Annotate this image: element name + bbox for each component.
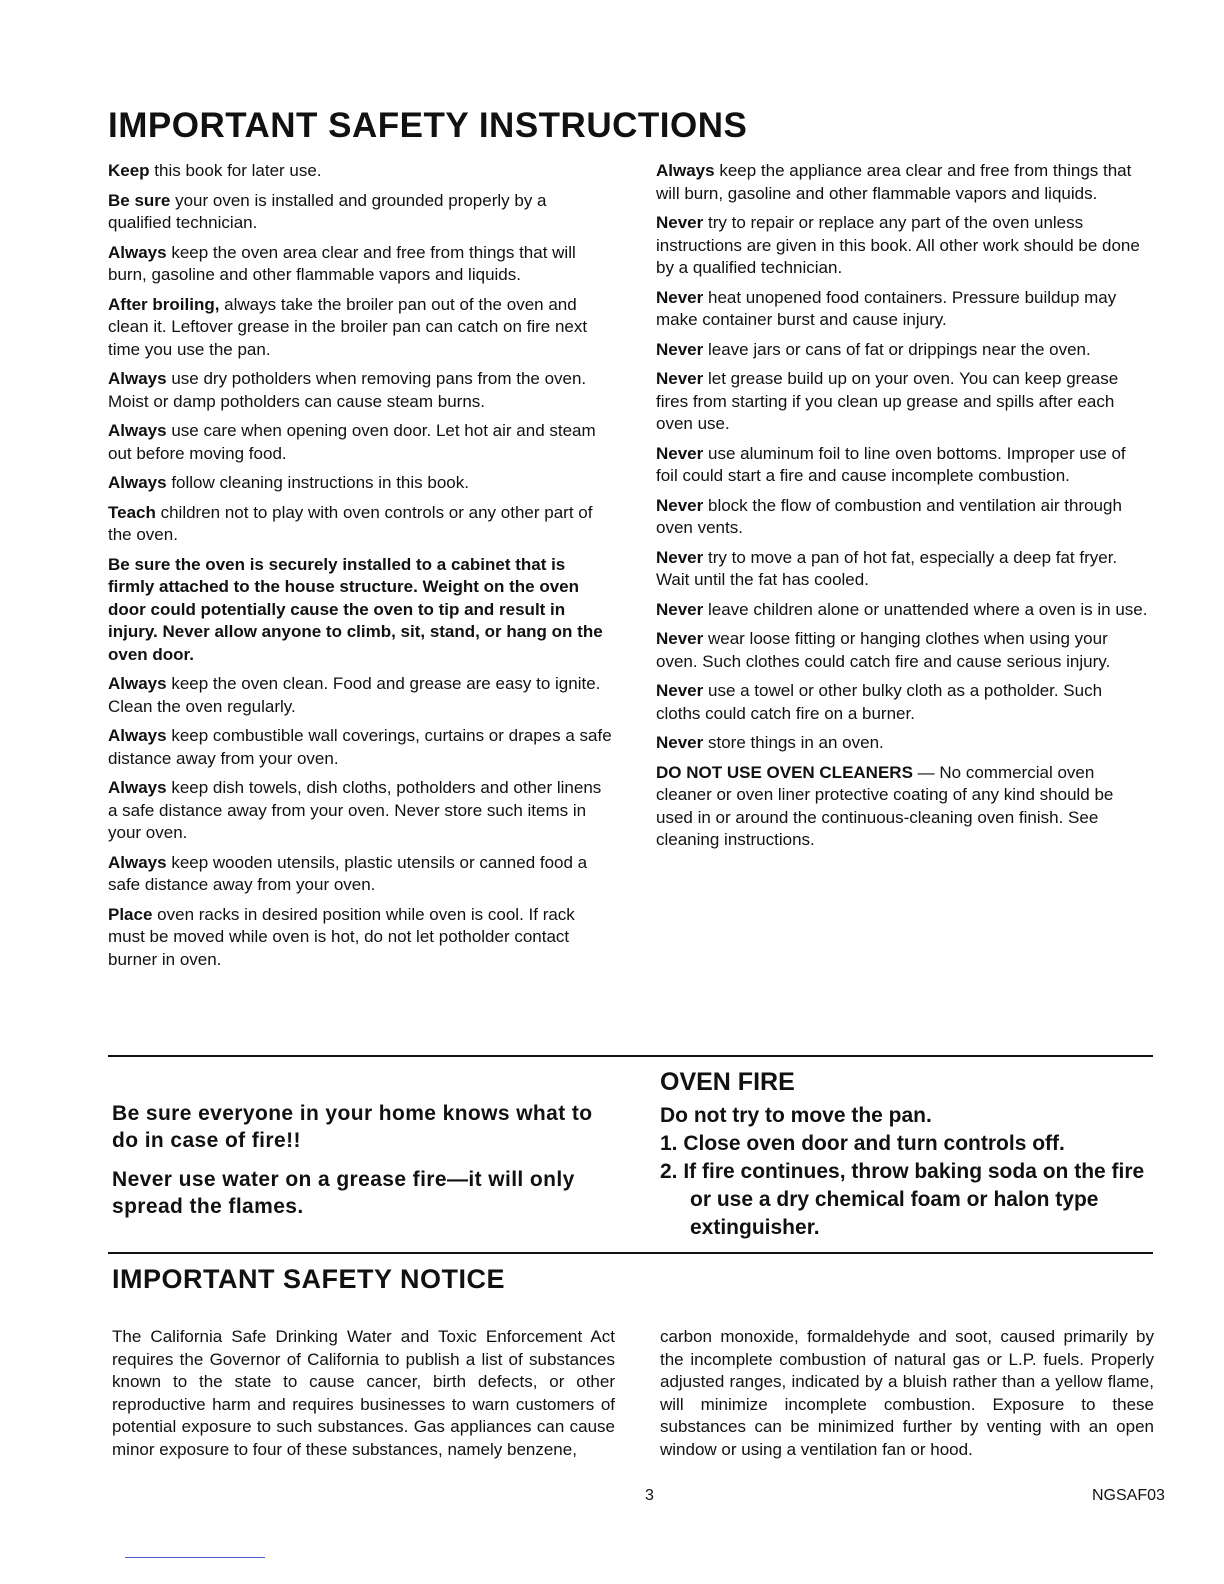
instruction-lead: After broiling,: [108, 294, 220, 314]
instruction-item: [656, 680, 1150, 725]
instruction-lead: Always: [108, 726, 167, 745]
instruction-lead: Always: [108, 369, 167, 388]
instruction-lead: Always: [656, 161, 715, 180]
instruction-lead: Never: [656, 681, 704, 700]
instruction-text: follow cleaning instructions in this book.: [166, 473, 469, 492]
oven-fire-line: Do not try to move the pan.: [660, 1104, 932, 1127]
instruction-text: use a towel or other bulky cloth as a potholder. Such cloths could catch fire on a burner.: [656, 681, 1103, 723]
notice-title: IMPORTANT SAFETY NOTICE: [112, 1264, 506, 1294]
notice-text-1: The California Safe Drinking Water and Toxic Enforcement Act requires the Governor of California to publish a list of substances known to the state to cause cancer, birth defects, or other reproductive harm and requires businesses to warn customers of potential exposure to such substances. Gas appliances can cause minor exposure to four of these substances, namely benzene,: [112, 1327, 615, 1459]
instruction-text: oven racks in desired position while oven is cool. If rack must be moved while oven is hot, do not let potholder contact burner in oven.: [108, 904, 575, 969]
instruction-item: [108, 904, 612, 972]
oven-fire-heading: OVEN FIRE: [660, 1068, 795, 1096]
fire-warning-1: Be sure everyone in your home knows what to do in case of fire!!: [112, 1102, 593, 1152]
instruction-item: [108, 472, 612, 495]
instruction-lead: Never: [656, 339, 704, 359]
oven-fire-section: [660, 1068, 1160, 1242]
right-instructions-column: [656, 160, 1150, 859]
instruction-text: keep dish towels, dish cloths, potholders and other linens a safe distance away from your oven. Never store such items in your oven.: [108, 778, 602, 842]
divider: [108, 1055, 1153, 1057]
instruction-text: keep wooden utensils, plastic utensils or canned food a safe distance away from your oven.: [108, 852, 588, 894]
instruction-text: keep combustible wall coverings, curtains or drapes a safe distance away from your oven.: [108, 726, 612, 768]
instruction-item: [656, 443, 1150, 488]
instruction-text: children not to play with oven controls or any other part of the oven.: [108, 502, 593, 544]
instruction-text: — No commercial oven cleaner or oven liner protective coating of any kind should be used in or around the continuous-cleaning oven finish. See cleaning instructions.: [656, 762, 1114, 849]
instruction-text: use dry potholders when removing pans from the oven. Moist or damp potholders can cause steam burns.: [108, 369, 587, 411]
instruction-lead: Never: [656, 547, 704, 567]
instruction-lead: Never: [656, 443, 704, 463]
instruction-item: [108, 368, 612, 413]
instruction-item: [656, 339, 1150, 362]
instruction-item: [656, 599, 1150, 622]
instruction-item: [108, 420, 612, 465]
instruction-lead: Never: [656, 287, 704, 307]
oven-fire-step-2: 2. If fire continues, throw baking soda on the fire or use a dry chemical foam or halon type extinguisher.: [660, 1160, 1145, 1239]
document-code: NGSAF03: [1092, 1487, 1165, 1504]
page-number: 3: [645, 1487, 654, 1504]
instruction-lead: Always: [108, 674, 167, 693]
instruction-text: store things in an oven.: [703, 733, 884, 752]
instruction-text: try to repair or replace any part of the oven unless instructions are given in this book. All other work should be done by a qualified technician.: [656, 213, 1140, 277]
instruction-text: keep the appliance area clear and free from things that will burn, gasoline and other flammable vapors and liquids.: [656, 161, 1132, 203]
instruction-text: use aluminum foil to line oven bottoms. Improper use of foil could start a fire and cause incomplete combustion.: [656, 443, 1126, 485]
instruction-lead: Be sure: [108, 190, 171, 210]
instruction-lead: Always: [108, 242, 167, 262]
instruction-item: [108, 554, 612, 667]
instruction-lead: Never: [656, 495, 704, 515]
instruction-item: [656, 160, 1150, 205]
instruction-item: [656, 287, 1150, 332]
left-instructions-column: [108, 160, 612, 978]
divider: [108, 1252, 1153, 1254]
instruction-item: [108, 294, 612, 362]
instruction-text: block the flow of combustion and ventilation air through oven vents.: [656, 495, 1122, 537]
instruction-lead: Always: [108, 852, 167, 872]
instruction-lead: Never: [656, 629, 704, 648]
instruction-lead: Always: [108, 778, 167, 797]
instruction-text: always take the broiler pan out of the oven and clean it. Leftover grease in the broiler pan can catch on fire next time you use the pan.: [108, 294, 588, 359]
instruction-item: [656, 212, 1150, 280]
page-title: IMPORTANT SAFETY INSTRUCTIONS: [108, 106, 748, 145]
instruction-text: leave children alone or unattended where a oven is in use.: [703, 599, 1148, 619]
instruction-item: [108, 852, 612, 897]
instruction-item: [656, 628, 1150, 673]
instruction-lead: Be sure the oven is securely installed to a cabinet that is firmly attached to the house structure. Weight on the oven door could potentially cause the oven to tip and result in injury. Never allow anyone to climb, sit, stand, or hang on the oven door.: [108, 554, 603, 664]
instruction-item: [108, 190, 612, 235]
instruction-item: [108, 502, 612, 547]
instruction-item: [108, 673, 612, 718]
instruction-text: your oven is installed and grounded properly by a qualified technician.: [108, 190, 547, 232]
instruction-text: try to move a pan of hot fat, especially a deep fat fryer. Wait until the fat has cooled.: [656, 547, 1118, 589]
instruction-lead: Never: [656, 733, 704, 752]
fire-warning-2: Never use water on a grease fire—it will only spread the flames.: [112, 1168, 575, 1218]
instruction-lead: Always: [108, 473, 167, 492]
instruction-text: heat unopened food containers. Pressure buildup may make container burst and cause injury.: [656, 287, 1117, 329]
instruction-lead: Place: [108, 904, 153, 924]
instruction-text: leave jars or cans of fat or drippings near the oven.: [703, 339, 1091, 359]
instruction-item: [656, 547, 1150, 592]
instruction-text: keep the oven area clear and free from things that will burn, gasoline and other flammable vapors and liquids.: [108, 242, 576, 284]
instruction-text: let grease build up on your oven. You can keep grease fires from starting if you clean up grease and spills after each oven use.: [656, 369, 1119, 433]
instruction-item: [656, 368, 1150, 436]
instruction-item: [108, 160, 612, 183]
instruction-item: [656, 732, 1150, 755]
instruction-lead: Teach: [108, 502, 156, 522]
instruction-text: keep the oven clean. Food and grease are easy to ignite. Clean the oven regularly.: [108, 674, 601, 716]
instruction-lead: Always: [108, 421, 167, 440]
instruction-item: [656, 762, 1150, 852]
oven-fire-step-1: 1. Close oven door and turn controls off.: [660, 1132, 1065, 1155]
instruction-item: [656, 495, 1150, 540]
instruction-lead: DO NOT USE OVEN CLEANERS: [656, 762, 913, 782]
instruction-lead: Never: [656, 213, 704, 232]
fire-warning: [112, 1100, 617, 1232]
instruction-text: wear loose fitting or hanging clothes when using your oven. Such clothes could catch fire and cause serious injury.: [656, 629, 1111, 671]
instruction-lead: Never: [656, 369, 704, 388]
instruction-item: [108, 242, 612, 287]
instruction-lead: Keep: [108, 161, 150, 180]
instruction-item: [108, 725, 612, 770]
notice-text-2: carbon monoxide, formaldehyde and soot, caused primarily by the incomplete combustion of natural gas or L.P. fuels. Properly adjusted ranges, indicated by a bluish rather than a yellow flame, will minimize incomplete combustion. Exposure to these substances can be minimized further by venting with an open window or using a ventilation fan or hood.: [660, 1327, 1154, 1459]
instruction-text: this book for later use.: [149, 161, 322, 180]
instruction-text: use care when opening oven door. Let hot air and steam out before moving food.: [108, 421, 596, 463]
instruction-item: [108, 777, 612, 845]
decorative-line: [125, 1557, 265, 1558]
instruction-lead: Never: [656, 599, 704, 619]
